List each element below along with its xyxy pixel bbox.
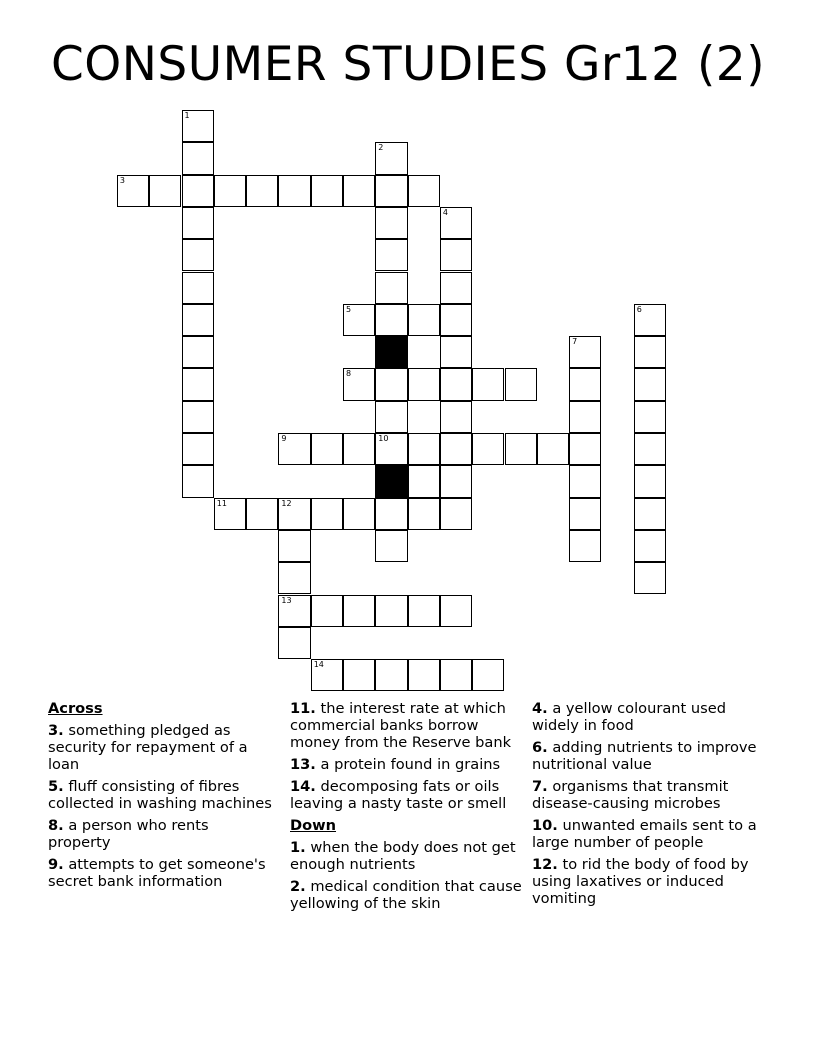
clue-across-13: 13. a protein found in grains (290, 756, 501, 773)
grid-cell[interactable] (278, 627, 310, 659)
cell-number: 8 (346, 369, 352, 379)
grid-cell[interactable] (182, 433, 214, 465)
cell-number: 2 (378, 143, 384, 153)
clue-down-12: 12. to rid the body of food by using laxatives or induced vomiting (532, 856, 749, 907)
grid-cell[interactable] (440, 239, 472, 271)
cell-number: 6 (636, 304, 642, 314)
clue-down-1: 1. when the body does not get enough nutrients (290, 839, 516, 873)
grid-cell[interactable] (408, 368, 440, 400)
grid-cell[interactable] (311, 433, 343, 465)
grid-cell[interactable] (375, 272, 407, 304)
cell-number: 14 (313, 660, 324, 670)
grid-cell[interactable] (182, 110, 214, 142)
grid-cell[interactable] (440, 433, 472, 465)
grid-block (375, 336, 407, 368)
grid-cell[interactable] (440, 401, 472, 433)
grid-cell[interactable] (569, 401, 601, 433)
grid-cell[interactable] (278, 595, 310, 627)
grid-cell[interactable] (375, 368, 407, 400)
grid-cell[interactable] (182, 465, 214, 497)
grid-cell[interactable] (634, 401, 666, 433)
grid-cell[interactable] (408, 498, 440, 530)
clue-across-9: 9. attempts to get someone's secret bank information (48, 856, 266, 890)
grid-cell[interactable] (472, 368, 504, 400)
grid-cell[interactable] (569, 336, 601, 368)
clue-across-14: 14. decomposing fats or oils leaving a nasty taste or smell (290, 778, 507, 812)
grid-cell[interactable] (440, 336, 472, 368)
grid-cell[interactable] (634, 465, 666, 497)
grid-cell[interactable] (440, 207, 472, 239)
grid-cell[interactable] (375, 142, 407, 174)
grid-cell[interactable] (537, 433, 569, 465)
grid-cell[interactable] (440, 272, 472, 304)
grid-cell[interactable] (375, 595, 407, 627)
grid-cell[interactable] (182, 175, 214, 207)
clue-across-5: 5. fluff consisting of fibres collected in washing machines (48, 778, 272, 812)
grid-cell[interactable] (440, 595, 472, 627)
grid-cell[interactable] (182, 368, 214, 400)
grid-cell[interactable] (375, 175, 407, 207)
clue-column-3 (532, 700, 772, 912)
clue-across-11: 11. the interest rate at which commercial banks borrow money from the Reserve bank (290, 700, 512, 751)
grid-cell[interactable] (440, 659, 472, 691)
grid-cell[interactable] (375, 498, 407, 530)
clue-down-7: 7. organisms that transmit disease-causing microbes (532, 778, 729, 812)
page-title: CONSUMER STUDIES Gr12 (2) (50, 37, 766, 92)
grid-cell[interactable] (343, 433, 375, 465)
grid-cell[interactable] (408, 433, 440, 465)
grid-cell[interactable] (408, 595, 440, 627)
grid-cell[interactable] (343, 368, 375, 400)
grid-cell[interactable] (311, 175, 343, 207)
grid-cell[interactable] (634, 336, 666, 368)
grid-cell[interactable] (182, 304, 214, 336)
grid-cell[interactable] (440, 498, 472, 530)
grid-cell[interactable] (182, 142, 214, 174)
clue-across-8: 8. a person who rents property (48, 817, 209, 851)
clue-column-1 (48, 700, 273, 895)
cell-number: 1 (184, 111, 190, 120)
across-heading: Across (48, 700, 103, 717)
clue-column-2 (290, 700, 525, 917)
grid-cell[interactable] (182, 336, 214, 368)
cell-number: 10 (378, 434, 389, 443)
grid-cell[interactable] (343, 304, 375, 336)
grid-cell[interactable] (634, 562, 666, 594)
grid-cell[interactable] (117, 175, 149, 207)
grid-cell[interactable] (278, 498, 310, 530)
cell-number: 13 (281, 595, 292, 605)
grid-cell[interactable] (214, 175, 246, 207)
grid-cell[interactable] (246, 175, 278, 207)
grid-cell[interactable] (278, 530, 310, 562)
grid-cell[interactable] (408, 659, 440, 691)
grid-cell[interactable] (440, 465, 472, 497)
grid-cell[interactable] (408, 304, 440, 336)
grid-cell[interactable] (182, 272, 214, 304)
grid-cell[interactable] (505, 368, 537, 400)
grid-cell[interactable] (472, 659, 504, 691)
grid-cell[interactable] (375, 401, 407, 433)
grid-cell[interactable] (375, 207, 407, 239)
grid-cell[interactable] (149, 175, 181, 207)
grid-cell[interactable] (634, 368, 666, 400)
grid-cell[interactable] (343, 175, 375, 207)
grid-cell[interactable] (182, 401, 214, 433)
cell-number: 12 (281, 498, 292, 508)
grid-cell[interactable] (375, 433, 407, 465)
grid-cell[interactable] (375, 304, 407, 336)
clue-down-2: 2. medical condition that cause yellowing of the skin (290, 878, 522, 912)
grid-cell[interactable] (634, 498, 666, 530)
clue-down-10: 10. unwanted emails sent to a large number of people (532, 817, 757, 851)
cell-number: 11 (216, 498, 227, 508)
grid-cell[interactable] (246, 498, 278, 530)
cell-number: 3 (119, 175, 125, 185)
grid-cell[interactable] (311, 595, 343, 627)
cell-number: 5 (346, 304, 352, 314)
grid-cell[interactable] (311, 498, 343, 530)
grid-cell[interactable] (214, 498, 246, 530)
grid-cell[interactable] (278, 433, 310, 465)
cell-number: 9 (281, 434, 287, 443)
grid-cell[interactable] (408, 175, 440, 207)
grid-cell[interactable] (343, 498, 375, 530)
grid-cell[interactable] (634, 530, 666, 562)
grid-cell[interactable] (278, 562, 310, 594)
cell-number: 4 (442, 207, 448, 217)
grid-cell[interactable] (375, 239, 407, 271)
grid-cell[interactable] (440, 304, 472, 336)
grid-cell[interactable] (375, 659, 407, 691)
grid-cell[interactable] (343, 595, 375, 627)
grid-cell[interactable] (278, 175, 310, 207)
clue-down-6: 6. adding nutrients to improve nutritional value (532, 739, 757, 773)
grid-cell[interactable] (311, 659, 343, 691)
grid-cell[interactable] (408, 465, 440, 497)
grid-cell[interactable] (182, 207, 214, 239)
cell-number: 7 (572, 337, 578, 347)
grid-cell[interactable] (343, 659, 375, 691)
grid-cell[interactable] (634, 433, 666, 465)
clue-down-4: 4. a yellow colourant used widely in food (532, 700, 726, 734)
clue-across-3: 3. something pledged as security for repayment of a loan (48, 722, 248, 773)
grid-cell[interactable] (569, 465, 601, 497)
grid-cell[interactable] (634, 304, 666, 336)
grid-cell[interactable] (182, 239, 214, 271)
grid-cell[interactable] (505, 433, 537, 465)
grid-cell[interactable] (569, 433, 601, 465)
down-heading: Down (290, 817, 337, 834)
grid-cell[interactable] (569, 498, 601, 530)
grid-cell[interactable] (375, 530, 407, 562)
grid-block (375, 465, 407, 497)
grid-cell[interactable] (472, 433, 504, 465)
grid-cell[interactable] (569, 368, 601, 400)
grid-cell[interactable] (440, 368, 472, 400)
grid-cell[interactable] (569, 530, 601, 562)
